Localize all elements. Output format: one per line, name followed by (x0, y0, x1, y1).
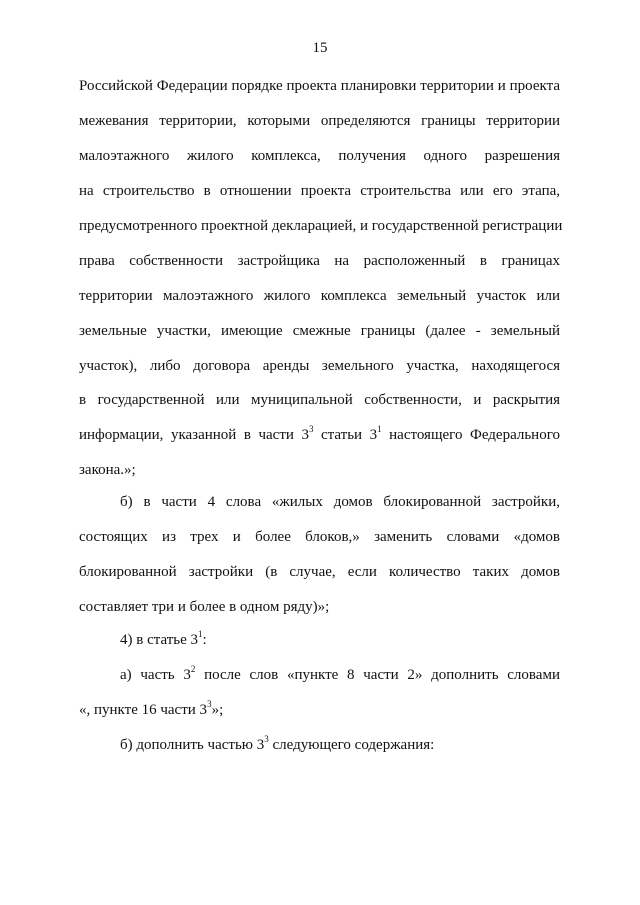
superscript: 3 (264, 734, 269, 744)
text-line: земельные участки, имеющие смежные границы (далее - земельный (79, 323, 560, 339)
text-line: предусмотренного проектной декларацией, и государственной регистрации (79, 218, 563, 234)
text-line: закона.»; (79, 462, 136, 478)
text-line: в государственной или муниципальной собственности, и раскрытия (79, 392, 560, 408)
superscript: 3 (308, 424, 314, 434)
paragraph-first-line: б) в части 4 слова «жилых домов блокированной застройки, (120, 494, 560, 510)
superscript: 1 (377, 424, 382, 434)
text-segment: 4) в статье 3 (120, 632, 199, 648)
text-line: участок), либо договора аренды земельного участка, находящегося (79, 358, 560, 374)
paragraph-first-line (120, 735, 560, 755)
text-line: блокированной застройки (в случае, если количество таких домов (79, 564, 560, 580)
paragraph-first-line (120, 665, 560, 685)
text-line: территории малоэтажного жилого комплекса земельный участок или (79, 288, 560, 304)
superscript: 3 (207, 699, 212, 709)
page-number: 15 (312, 40, 328, 56)
text-segment: статьи 3 (313, 427, 378, 443)
text-segment: следующего содержания: (268, 737, 435, 753)
text-line-with-superscripts (79, 700, 560, 720)
text-line-with-superscripts (79, 425, 560, 445)
text-segment: »; (211, 702, 224, 718)
text-segment: а) часть 3 (120, 667, 191, 683)
text-line: состоящих из трех и более блоков,» заменить словами «домов (79, 529, 560, 545)
text-line: межевания территории, которыми определяются границы территории (79, 113, 560, 129)
paragraph-first-line (120, 630, 560, 650)
superscript: 2 (190, 664, 196, 674)
text-segment: после слов «пункте 8 части 2» дополнить словами (195, 667, 560, 683)
text-line: Российской Федерации порядке проекта планировки территории и проекта (79, 78, 560, 94)
text-segment: информации, указанной в части 3 (79, 427, 309, 443)
text-segment: «, пункте 16 части 3 (79, 702, 208, 718)
text-line: составляет три и более в одном ряду)»; (79, 599, 330, 615)
text-line: малоэтажного жилого комплекса, получения одного разрешения (79, 148, 560, 164)
text-segment: : (202, 632, 207, 648)
text-line: права собственности застройщика на расположенный в границах (79, 253, 560, 269)
text-line: на строительство в отношении проекта строительства или его этапа, (79, 183, 560, 199)
text-segment: б) дополнить частью 3 (120, 737, 265, 753)
text-segment: настоящего Федерального (381, 427, 560, 443)
superscript: 1 (198, 629, 203, 639)
